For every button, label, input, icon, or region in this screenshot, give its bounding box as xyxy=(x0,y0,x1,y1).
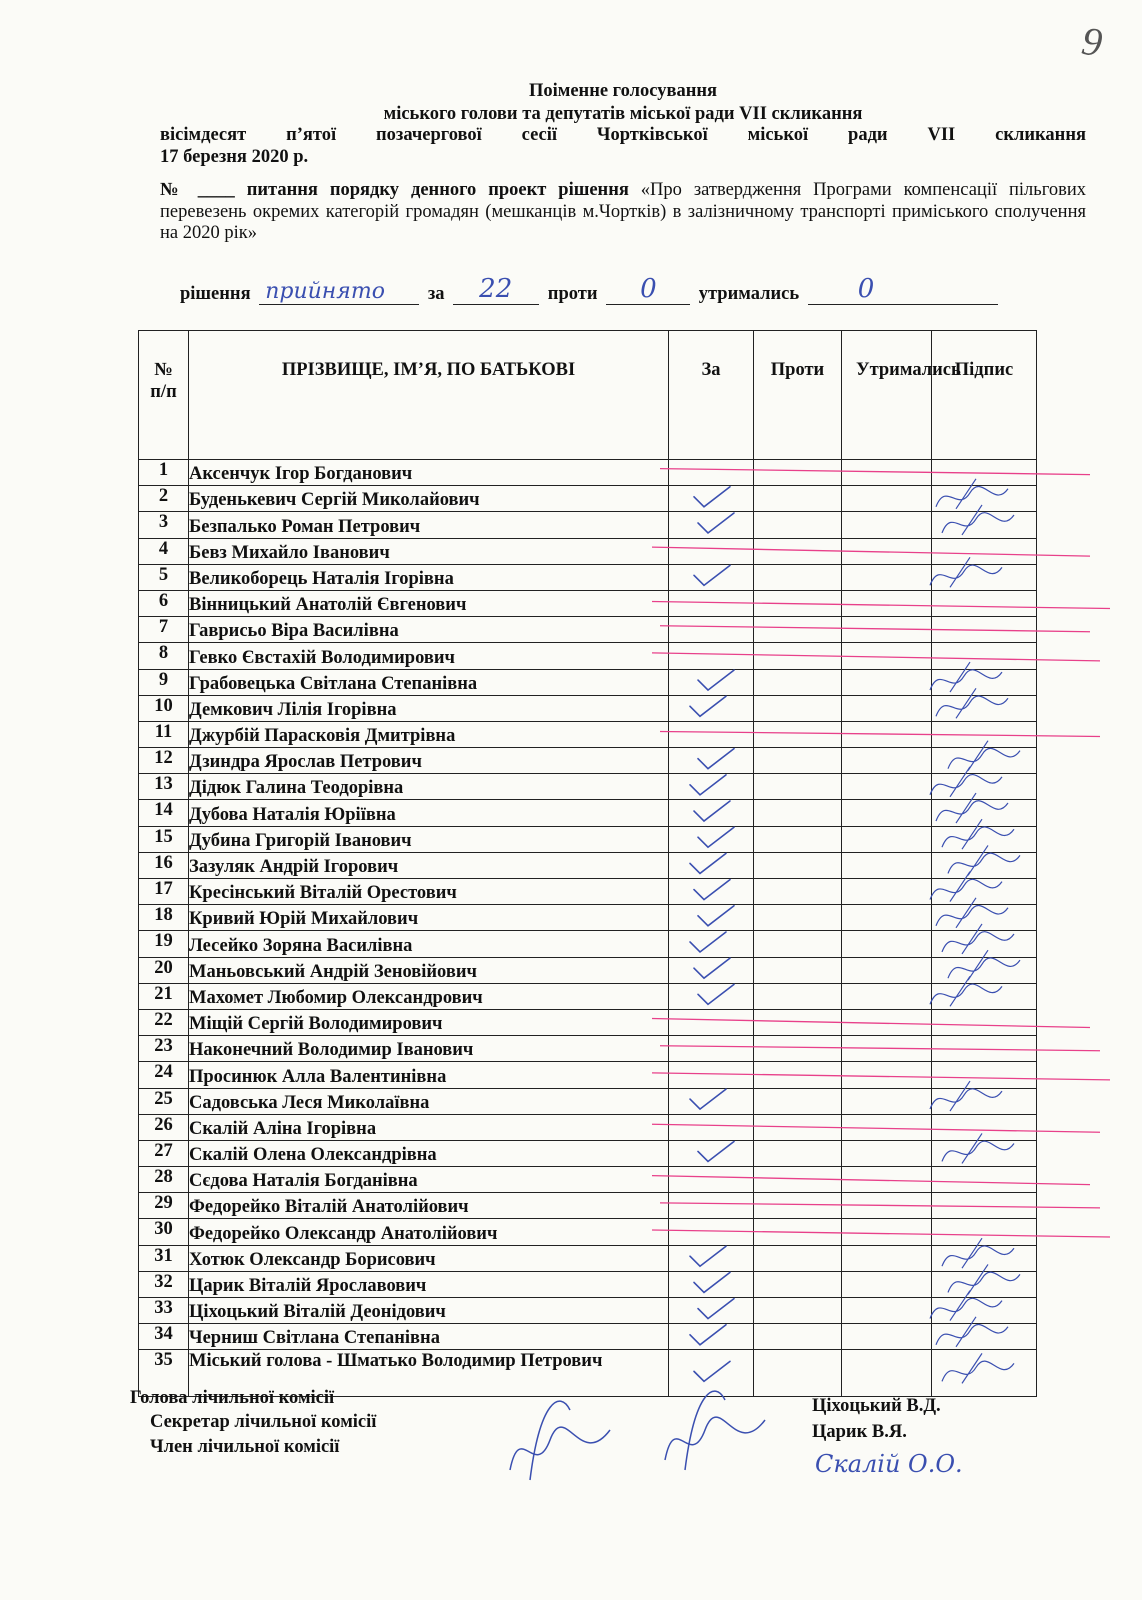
row-signature-cell xyxy=(932,1009,1037,1035)
table-row xyxy=(139,879,1037,905)
table-row xyxy=(139,1324,1037,1350)
row-abstain-cell xyxy=(842,538,932,564)
row-number: 25 xyxy=(139,1088,189,1114)
row-for-cell xyxy=(669,564,754,590)
row-for-cell xyxy=(669,879,754,905)
row-against-cell xyxy=(754,826,842,852)
table-header-row xyxy=(139,331,1037,460)
row-for-cell xyxy=(669,1062,754,1088)
table-row xyxy=(139,512,1037,538)
row-name: Федорейко Олександр Анатолійович xyxy=(189,1219,669,1245)
row-signature-cell xyxy=(932,669,1037,695)
table-row xyxy=(139,564,1037,590)
row-number: 11 xyxy=(139,721,189,747)
row-against-cell xyxy=(754,617,842,643)
session-line: вісімдесят п’ятої позачергової сесії Чортківської міської ради VII скликання xyxy=(160,125,1086,145)
row-number: 17 xyxy=(139,879,189,905)
table-row xyxy=(139,1062,1037,1088)
row-number: 4 xyxy=(139,538,189,564)
row-number: 23 xyxy=(139,1036,189,1062)
col-name: ПРІЗВИЩЕ, ІМ’Я, ПО БАТЬКОВІ xyxy=(189,331,669,460)
row-for-cell xyxy=(669,1036,754,1062)
row-name: Вінницький Анатолій Євгенович xyxy=(189,590,669,616)
row-abstain-cell xyxy=(842,774,932,800)
row-against-cell xyxy=(754,905,842,931)
row-abstain-cell xyxy=(842,931,932,957)
row-number: 30 xyxy=(139,1219,189,1245)
row-number: 24 xyxy=(139,1062,189,1088)
row-abstain-cell xyxy=(842,800,932,826)
row-abstain-cell xyxy=(842,486,932,512)
table-row xyxy=(139,695,1037,721)
row-for-cell xyxy=(669,695,754,721)
table-row xyxy=(139,1245,1037,1271)
row-name: Лесейко Зоряна Василівна xyxy=(189,931,669,957)
row-for-cell xyxy=(669,721,754,747)
row-abstain-cell xyxy=(842,905,932,931)
row-signature-cell xyxy=(932,774,1037,800)
row-against-cell xyxy=(754,1219,842,1245)
row-abstain-cell xyxy=(842,1009,932,1035)
row-signature-cell xyxy=(932,1036,1037,1062)
col-number: № п/п xyxy=(139,331,189,460)
row-abstain-cell xyxy=(842,1114,932,1140)
row-against-cell xyxy=(754,721,842,747)
row-number: 21 xyxy=(139,983,189,1009)
row-abstain-cell xyxy=(842,826,932,852)
for-label: за xyxy=(427,284,445,304)
row-abstain-cell xyxy=(842,512,932,538)
row-signature-cell xyxy=(932,460,1037,486)
row-against-cell xyxy=(754,748,842,774)
row-abstain-cell xyxy=(842,721,932,747)
decision-line xyxy=(180,274,1060,305)
row-against-cell xyxy=(754,1298,842,1324)
secretary-label: Секретар лічильної комісії xyxy=(150,1412,377,1432)
row-signature-cell xyxy=(932,538,1037,564)
row-number: 10 xyxy=(139,695,189,721)
row-for-cell xyxy=(669,852,754,878)
row-abstain-cell xyxy=(842,1088,932,1114)
col-abstain: Утримались xyxy=(842,331,932,460)
row-number: 3 xyxy=(139,512,189,538)
row-name: Міщій Сергій Володимирович xyxy=(189,1009,669,1035)
row-against-cell xyxy=(754,512,842,538)
row-signature-cell xyxy=(932,617,1037,643)
table-row xyxy=(139,1193,1037,1219)
row-number: 2 xyxy=(139,486,189,512)
col-against: Проти xyxy=(754,331,842,460)
row-for-cell xyxy=(669,983,754,1009)
row-abstain-cell xyxy=(842,879,932,905)
row-against-cell xyxy=(754,879,842,905)
table-row xyxy=(139,748,1037,774)
row-signature-cell xyxy=(932,957,1037,983)
row-name: Бевз Михайло Іванович xyxy=(189,538,669,564)
table-row xyxy=(139,1298,1037,1324)
chair-name: Ціхоцький В.Д. xyxy=(812,1396,941,1416)
table-row xyxy=(139,486,1037,512)
row-signature-cell xyxy=(932,1140,1037,1166)
row-number: 32 xyxy=(139,1271,189,1297)
row-abstain-cell xyxy=(842,643,932,669)
row-signature-cell xyxy=(932,721,1037,747)
row-number: 13 xyxy=(139,774,189,800)
row-for-cell xyxy=(669,512,754,538)
row-signature-cell xyxy=(932,905,1037,931)
row-name: Безпалько Роман Петрович xyxy=(189,512,669,538)
decision-blank xyxy=(259,279,419,305)
row-against-cell xyxy=(754,1193,842,1219)
page-number: 9 xyxy=(1078,17,1106,66)
table-row xyxy=(139,905,1037,931)
row-name: Грабовецька Світлана Степанівна xyxy=(189,669,669,695)
row-signature-cell xyxy=(932,1324,1037,1350)
row-against-cell xyxy=(754,852,842,878)
row-signature-cell xyxy=(932,1062,1037,1088)
row-number: 33 xyxy=(139,1298,189,1324)
row-for-cell xyxy=(669,1219,754,1245)
table-row xyxy=(139,800,1037,826)
row-against-cell xyxy=(754,931,842,957)
row-for-cell xyxy=(669,590,754,616)
row-signature-cell xyxy=(932,512,1037,538)
row-name: Кривий Юрій Михайлович xyxy=(189,905,669,931)
table-row xyxy=(139,1219,1037,1245)
voting-table xyxy=(138,330,1037,1397)
row-against-cell xyxy=(754,538,842,564)
row-name: Маньовський Андрій Зеновійович xyxy=(189,957,669,983)
row-against-cell xyxy=(754,983,842,1009)
row-name: Гаврисьо Віра Василівна xyxy=(189,617,669,643)
row-signature-cell xyxy=(932,879,1037,905)
row-for-cell xyxy=(669,1114,754,1140)
row-signature-cell xyxy=(932,486,1037,512)
row-number: 18 xyxy=(139,905,189,931)
row-number: 12 xyxy=(139,748,189,774)
voting-table-body xyxy=(139,460,1037,1397)
row-against-cell xyxy=(754,1009,842,1035)
row-for-cell xyxy=(669,460,754,486)
row-against-cell xyxy=(754,1350,842,1397)
row-number: 35 xyxy=(139,1350,189,1397)
row-number: 9 xyxy=(139,669,189,695)
row-name: Скалій Аліна Ігорівна xyxy=(189,1114,669,1140)
row-name: Дубина Григорій Іванович xyxy=(189,826,669,852)
row-number: 28 xyxy=(139,1167,189,1193)
row-signature-cell xyxy=(932,1167,1037,1193)
table-row xyxy=(139,931,1037,957)
row-signature-cell xyxy=(932,1193,1037,1219)
row-against-cell xyxy=(754,1324,842,1350)
question-text: «Про затвердження Програми компенсації пільгових перевезень окремих категорій громадян (мешканців м.Чортків) в залізничному транспорті приміського сполучення на 2020 рік» xyxy=(160,180,1086,243)
row-abstain-cell xyxy=(842,460,932,486)
against-count: 0 xyxy=(640,274,657,304)
row-name: Федорейко Віталій Анатолійович xyxy=(189,1193,669,1219)
row-signature-cell xyxy=(932,1298,1037,1324)
row-name: Хотюк Олександр Борисович xyxy=(189,1245,669,1271)
row-number: 31 xyxy=(139,1245,189,1271)
row-abstain-cell xyxy=(842,852,932,878)
row-for-cell xyxy=(669,617,754,643)
decision-label: рішення xyxy=(180,284,251,304)
row-number: 26 xyxy=(139,1114,189,1140)
row-name: Буденькевич Сергій Миколайович xyxy=(189,486,669,512)
row-number: 6 xyxy=(139,590,189,616)
row-number: 16 xyxy=(139,852,189,878)
row-number: 15 xyxy=(139,826,189,852)
row-number: 34 xyxy=(139,1324,189,1350)
row-against-cell xyxy=(754,1088,842,1114)
table-row xyxy=(139,538,1037,564)
row-signature-cell xyxy=(932,748,1037,774)
table-row xyxy=(139,852,1037,878)
row-name: Демкович Лілія Ігорівна xyxy=(189,695,669,721)
row-for-cell xyxy=(669,957,754,983)
row-name: Царик Віталій Ярославович xyxy=(189,1271,669,1297)
table-row xyxy=(139,460,1037,486)
row-abstain-cell xyxy=(842,1298,932,1324)
row-for-cell xyxy=(669,1298,754,1324)
row-for-cell xyxy=(669,486,754,512)
row-against-cell xyxy=(754,669,842,695)
col-signature: Підпис xyxy=(932,331,1037,460)
row-number: 14 xyxy=(139,800,189,826)
row-abstain-cell xyxy=(842,1245,932,1271)
row-signature-cell xyxy=(932,1219,1037,1245)
table-row xyxy=(139,1140,1037,1166)
row-name: Джурбій Парасковія Дмитрівна xyxy=(189,721,669,747)
against-blank xyxy=(606,274,690,305)
row-signature-cell xyxy=(932,590,1037,616)
row-signature-cell xyxy=(932,564,1037,590)
row-signature-cell xyxy=(932,800,1037,826)
row-against-cell xyxy=(754,1114,842,1140)
row-against-cell xyxy=(754,774,842,800)
member-name-handwritten: Скалій О.О. xyxy=(815,1450,963,1478)
row-name: Дубова Наталія Юріївна xyxy=(189,800,669,826)
row-for-cell xyxy=(669,826,754,852)
row-for-cell xyxy=(669,538,754,564)
row-against-cell xyxy=(754,486,842,512)
table-row xyxy=(139,617,1037,643)
table-row xyxy=(139,1009,1037,1035)
row-against-cell xyxy=(754,643,842,669)
row-against-cell xyxy=(754,1062,842,1088)
row-signature-cell xyxy=(932,695,1037,721)
table-row xyxy=(139,826,1037,852)
row-abstain-cell xyxy=(842,748,932,774)
row-for-cell xyxy=(669,643,754,669)
row-abstain-cell xyxy=(842,1219,932,1245)
row-abstain-cell xyxy=(842,590,932,616)
row-for-cell xyxy=(669,1167,754,1193)
row-signature-cell xyxy=(932,1088,1037,1114)
row-for-cell xyxy=(669,1009,754,1035)
row-signature-cell xyxy=(932,852,1037,878)
row-number: 1 xyxy=(139,460,189,486)
abstain-count: 0 xyxy=(857,274,875,304)
row-for-cell xyxy=(669,774,754,800)
row-abstain-cell xyxy=(842,1324,932,1350)
row-against-cell xyxy=(754,1245,842,1271)
row-number: 27 xyxy=(139,1140,189,1166)
commission-signature xyxy=(510,1401,610,1480)
row-number: 5 xyxy=(139,564,189,590)
row-for-cell xyxy=(669,800,754,826)
row-number: 29 xyxy=(139,1193,189,1219)
for-blank xyxy=(453,274,539,305)
table-row xyxy=(139,957,1037,983)
document-title: Поіменне голосування xyxy=(528,81,718,101)
row-number: 7 xyxy=(139,617,189,643)
row-against-cell xyxy=(754,460,842,486)
col-for: За xyxy=(669,331,754,460)
table-row xyxy=(139,669,1037,695)
row-against-cell xyxy=(754,590,842,616)
row-abstain-cell xyxy=(842,564,932,590)
row-for-cell xyxy=(669,1193,754,1219)
row-signature-cell xyxy=(932,1114,1037,1140)
row-signature-cell xyxy=(932,1271,1037,1297)
row-name: Дзиндра Ярослав Петрович xyxy=(189,748,669,774)
row-abstain-cell xyxy=(842,1140,932,1166)
table-row xyxy=(139,721,1037,747)
decision-handwritten: прийнято xyxy=(265,279,385,304)
row-against-cell xyxy=(754,800,842,826)
against-label: проти xyxy=(547,284,598,304)
secretary-name: Царик В.Я. xyxy=(812,1422,907,1442)
row-number: 8 xyxy=(139,643,189,669)
row-against-cell xyxy=(754,564,842,590)
question-prefix: № ____ питання порядку денного проект рішення xyxy=(160,180,629,200)
row-name: Аксенчук Ігор Богданович xyxy=(189,460,669,486)
row-for-cell xyxy=(669,669,754,695)
row-name: Сєдова Наталія Богданівна xyxy=(189,1167,669,1193)
row-abstain-cell xyxy=(842,983,932,1009)
row-name: Кресінський Віталій Орестович xyxy=(189,879,669,905)
table-row xyxy=(139,1036,1037,1062)
member-label: Член лічильної комісії xyxy=(150,1437,340,1457)
row-for-cell xyxy=(669,748,754,774)
row-against-cell xyxy=(754,1167,842,1193)
row-for-cell xyxy=(669,1245,754,1271)
agenda-question xyxy=(160,180,1086,245)
row-name: Дідюк Галина Теодорівна xyxy=(189,774,669,800)
row-against-cell xyxy=(754,1271,842,1297)
row-name: Махомет Любомир Олександрович xyxy=(189,983,669,1009)
row-against-cell xyxy=(754,695,842,721)
row-name: Черниш Світлана Степанівна xyxy=(189,1324,669,1350)
table-row xyxy=(139,1088,1037,1114)
row-name: Садовська Леся Миколаївна xyxy=(189,1088,669,1114)
row-against-cell xyxy=(754,957,842,983)
commission-signature xyxy=(665,1391,765,1470)
row-for-cell xyxy=(669,1140,754,1166)
row-name: Великоборець Наталія Ігорівна xyxy=(189,564,669,590)
abstain-blank xyxy=(808,274,998,305)
row-abstain-cell xyxy=(842,695,932,721)
row-name: Скалій Олена Олександрівна xyxy=(189,1140,669,1166)
row-name: Наконечний Володимир Іванович xyxy=(189,1036,669,1062)
row-name: Ціхоцький Віталій Деонідович xyxy=(189,1298,669,1324)
for-count: 22 xyxy=(479,274,513,304)
table-row xyxy=(139,1114,1037,1140)
row-for-cell xyxy=(669,1324,754,1350)
row-for-cell xyxy=(669,1088,754,1114)
row-name: Міський голова - Шматько Володимир Петрович xyxy=(189,1350,669,1397)
table-row xyxy=(139,1167,1037,1193)
row-signature-cell xyxy=(932,1350,1037,1397)
row-abstain-cell xyxy=(842,1350,932,1397)
row-signature-cell xyxy=(932,643,1037,669)
table-row xyxy=(139,643,1037,669)
document-subtitle: міського голови та депутатів міської ради VII скликання xyxy=(383,104,863,124)
row-abstain-cell xyxy=(842,617,932,643)
row-signature-cell xyxy=(932,931,1037,957)
table-row xyxy=(139,590,1037,616)
row-number: 22 xyxy=(139,1009,189,1035)
session-date: 17 березня 2020 р. xyxy=(160,147,309,167)
row-abstain-cell xyxy=(842,1193,932,1219)
table-row xyxy=(139,1271,1037,1297)
table-row xyxy=(139,774,1037,800)
row-number: 20 xyxy=(139,957,189,983)
row-abstain-cell xyxy=(842,1167,932,1193)
row-signature-cell xyxy=(932,983,1037,1009)
row-abstain-cell xyxy=(842,957,932,983)
row-for-cell xyxy=(669,905,754,931)
abstain-label: утримались xyxy=(698,284,800,304)
row-against-cell xyxy=(754,1140,842,1166)
row-abstain-cell xyxy=(842,1036,932,1062)
row-for-cell xyxy=(669,1271,754,1297)
row-name: Гевко Євстахій Володимирович xyxy=(189,643,669,669)
row-number: 19 xyxy=(139,931,189,957)
row-abstain-cell xyxy=(842,1062,932,1088)
row-name: Зазуляк Андрій Ігорович xyxy=(189,852,669,878)
row-against-cell xyxy=(754,1036,842,1062)
row-name: Просинюк Алла Валентинівна xyxy=(189,1062,669,1088)
row-for-cell xyxy=(669,931,754,957)
chair-label: Голова лічильної комісії xyxy=(130,1388,335,1408)
row-abstain-cell xyxy=(842,669,932,695)
row-signature-cell xyxy=(932,826,1037,852)
row-for-cell xyxy=(669,1350,754,1397)
row-abstain-cell xyxy=(842,1271,932,1297)
row-signature-cell xyxy=(932,1245,1037,1271)
table-row xyxy=(139,983,1037,1009)
